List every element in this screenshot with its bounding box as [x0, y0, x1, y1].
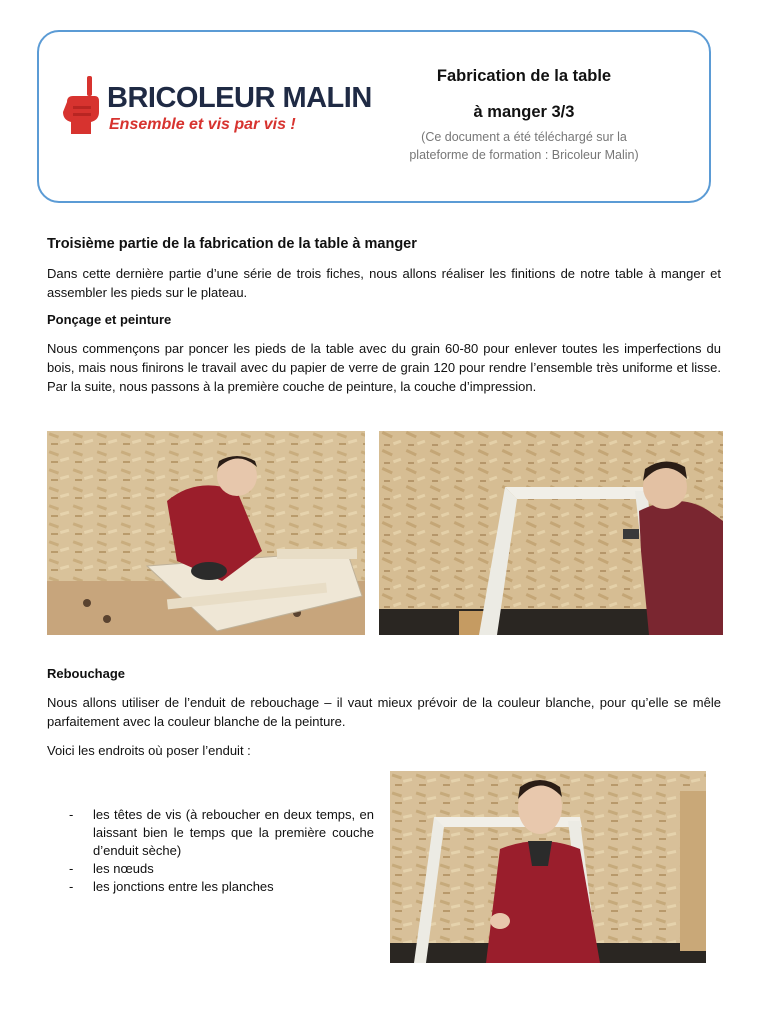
filling-spots-list: [47, 806, 374, 896]
list-item-text: les nœuds: [93, 861, 154, 876]
bullet-marker: -: [69, 879, 74, 894]
hand-screwdriver-icon: [59, 76, 103, 138]
bullet-marker: -: [69, 807, 74, 822]
list-item-text: les têtes de vis (à reboucher en deux temps, en laissant bien le temps que la première couche d’enduit sèche): [93, 807, 374, 858]
download-note: [389, 128, 659, 164]
download-note-line1: (Ce document a été téléchargé sur la: [421, 130, 627, 144]
article-heading: Troisième partie de la fabrication de la table à manger: [47, 236, 417, 252]
document-title-line2: à manger 3/3: [473, 103, 575, 121]
download-note-line2: plateforme de formation : Bricoleur Malin): [409, 148, 639, 162]
document-title: [399, 58, 649, 130]
list-item: [47, 860, 374, 878]
photo-presenter: [390, 771, 706, 963]
filling-lead: Voici les endroits où poser l’enduit :: [47, 743, 251, 758]
section-title-filling: Rebouchage: [47, 666, 126, 681]
article-body: [47, 236, 721, 406]
list-item: [47, 806, 374, 860]
section-title-sanding: Ponçage et peinture: [47, 312, 172, 327]
brand-tagline: Ensemble et vis par vis !: [109, 116, 296, 133]
intro-paragraph: Dans cette dernière partie d’une série de trois fiches, nous allons réaliser les finitions de notre table à manger et assembler les pieds sur le plateau.: [47, 266, 721, 300]
photo-sanding: [47, 431, 365, 635]
bullet-marker: -: [69, 861, 74, 876]
photo-painting: [379, 431, 723, 635]
header-box: [37, 30, 711, 203]
document-title-line1: Fabrication de la table: [436, 67, 612, 85]
brand-name: BRICOLEUR MALIN: [107, 82, 372, 114]
brand-logo[interactable]: [59, 76, 372, 146]
rebouchage-section: [47, 666, 721, 770]
list-item-text: les jonctions entre les planches: [93, 879, 274, 894]
filling-paragraph: Nous allons utiliser de l’enduit de rebouchage – il vaut mieux prévoir de la couleur blanche, pour qu’elle se mêle parfaitement avec la couleur blanche de la peinture.: [47, 695, 721, 729]
sanding-paragraph: Nous commençons par poncer les pieds de la table avec du grain 60-80 pour enlever toutes les imperfections du bois, mais nous finirons le travail avec du papier de verre de grain 120 pour rendre l’ensemble très uniforme et lisse. Par la suite, nous passons à la première couche de peinture, la couche d’impression.: [47, 341, 721, 394]
list-item: [47, 878, 374, 896]
